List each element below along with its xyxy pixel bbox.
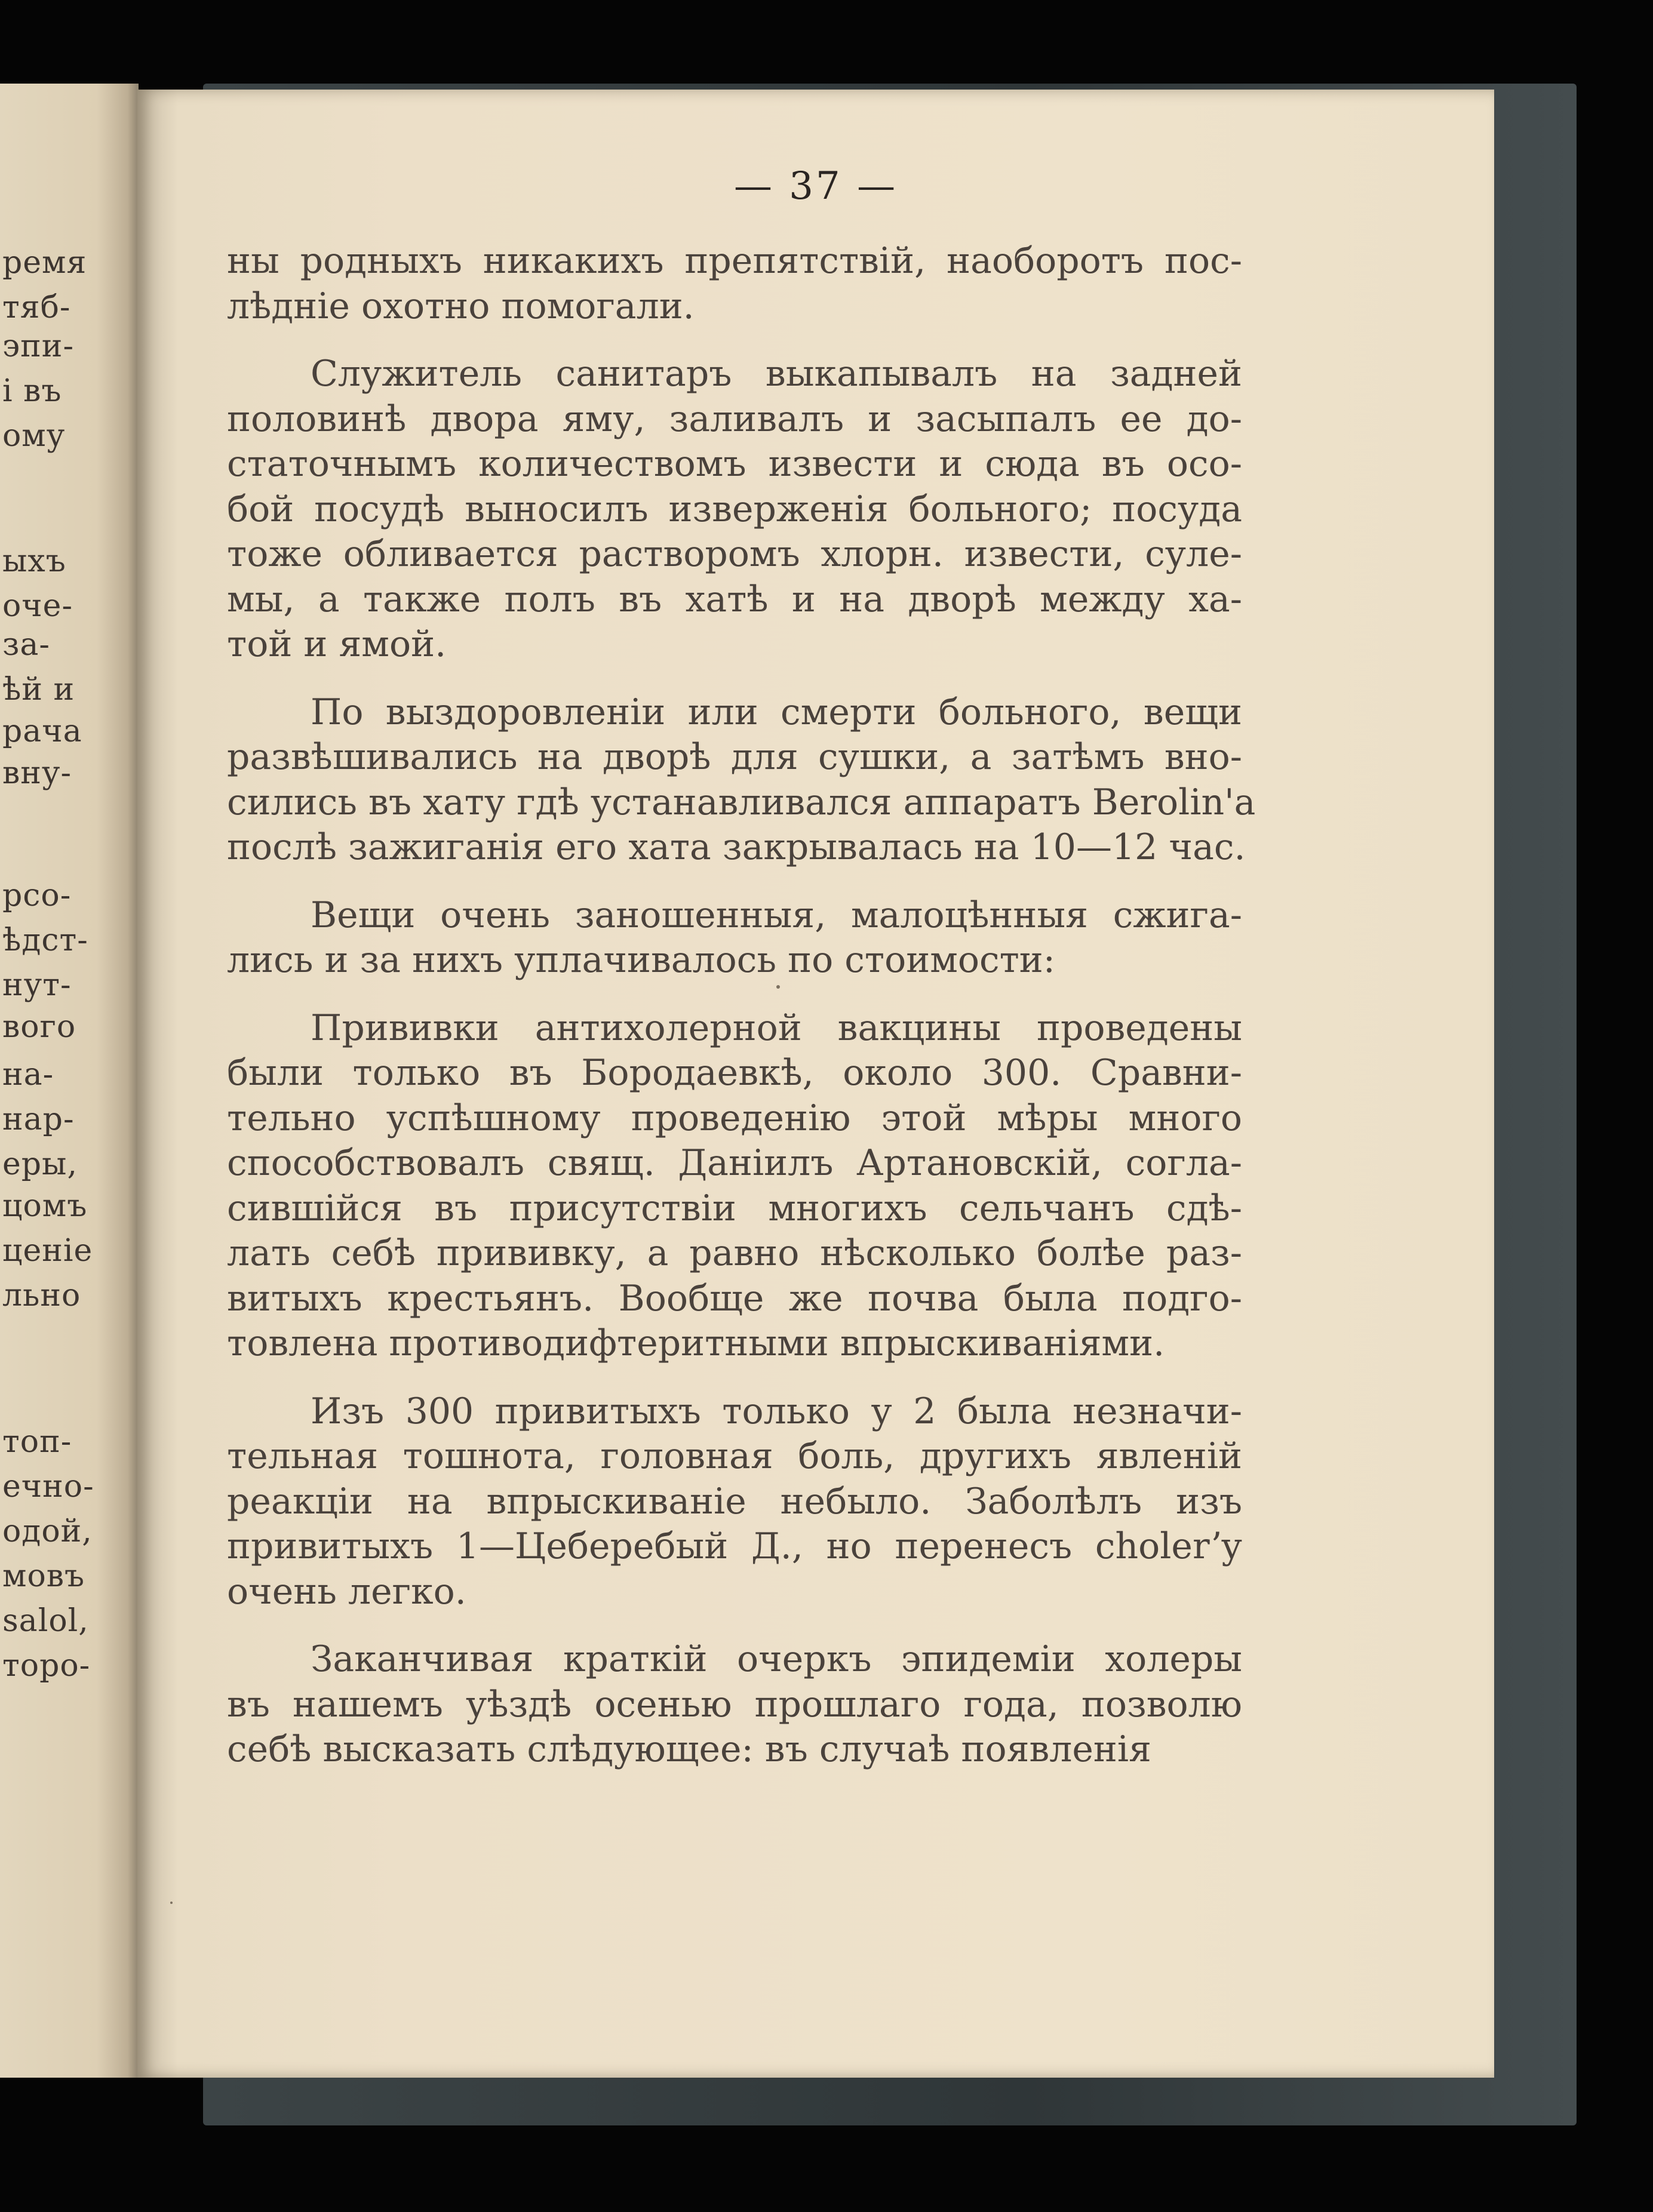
text-line: Вещи очень заношенныя, малоцѣнныя сжига- bbox=[311, 894, 1242, 936]
left-page-fragment: ценіе bbox=[2, 1233, 93, 1269]
left-page-fragment: нут- bbox=[2, 967, 72, 1003]
text-line: лись и за нихъ уплачивалось по стоимости: bbox=[227, 939, 1056, 981]
left-page-fragment: ѣй и bbox=[2, 672, 75, 707]
left-page-fragment: за- bbox=[2, 627, 50, 663]
text-line: тельная тошнота, головная боль, другихъ явленій bbox=[227, 1435, 1242, 1477]
paragraph bbox=[227, 1389, 1242, 1615]
text-line: половинѣ двора яму, заливалъ и засыпалъ ее до- bbox=[227, 398, 1242, 440]
page-number: — 37 — bbox=[733, 164, 898, 208]
text-line: способствовалъ свящ. Даніилъ Артановскій, согла- bbox=[227, 1142, 1242, 1184]
paragraph bbox=[227, 1006, 1242, 1367]
text-line: тоже обливается растворомъ хлорн. извести, суле- bbox=[227, 533, 1242, 575]
left-page-fragment: ѣдст- bbox=[2, 922, 88, 958]
text-line: лѣдніе охотно помогали. bbox=[227, 285, 695, 327]
left-page-fragment: топ- bbox=[2, 1424, 72, 1460]
left-page-fragment: на- bbox=[2, 1057, 54, 1093]
text-line: очень легко. bbox=[227, 1570, 466, 1613]
left-page-fragment: рача bbox=[2, 713, 82, 749]
left-page-edge bbox=[0, 84, 139, 2078]
paper-speck bbox=[776, 985, 780, 989]
left-page-fragment: тяб- bbox=[2, 290, 71, 325]
paragraph bbox=[227, 893, 1242, 983]
text-line: По выздоровленіи или смерти больного, вещи bbox=[311, 691, 1242, 733]
text-line: сились въ хату гдѣ устанавливался аппаратъ Berolin'а bbox=[227, 781, 1256, 823]
paper-speck bbox=[170, 1902, 173, 1904]
text-line: въ нашемъ уѣздѣ осенью прошлаго года, позволю bbox=[227, 1683, 1242, 1725]
text-line: лать себѣ прививку, а равно нѣсколько болѣе раз- bbox=[227, 1232, 1242, 1274]
paragraph bbox=[227, 352, 1242, 667]
paragraph bbox=[227, 690, 1256, 870]
left-page-fragment: льно bbox=[2, 1278, 81, 1313]
paragraph bbox=[227, 1637, 1242, 1773]
text-line: сившійся въ присутствіи многихъ сельчанъ сдѣ- bbox=[227, 1187, 1242, 1229]
text-line: бой посудѣ выносилъ изверженія больного; посуда bbox=[227, 488, 1242, 530]
left-page-fragment: цомъ bbox=[2, 1188, 88, 1224]
left-page-fragment: ому bbox=[2, 418, 66, 454]
text-line: привитыхъ 1—Цеберебый Д., но перенесъ cholerʼу bbox=[227, 1525, 1242, 1567]
text-line: развѣшивались на дворѣ для сушки, а затѣмъ вно- bbox=[227, 736, 1242, 778]
text-line: реакціи на впрыскиваніе небыло. Заболѣлъ изъ bbox=[227, 1480, 1242, 1522]
text-line: ны родныхъ никакихъ препятствій, наоборотъ пос- bbox=[227, 240, 1242, 282]
text-line: тельно успѣшному проведенію этой мѣры много bbox=[227, 1097, 1242, 1139]
left-page-fragment: нар- bbox=[2, 1102, 75, 1137]
text-line: витыхъ крестьянъ. Вообще же почва была подго- bbox=[227, 1277, 1242, 1319]
left-page-fragment: ремя bbox=[2, 245, 87, 281]
text-line: мы, а также полъ въ хатѣ и на дворѣ между ха- bbox=[227, 578, 1242, 620]
left-page-fragment: і въ bbox=[2, 373, 62, 409]
text-line: Заканчивая краткій очеркъ эпидеміи холеры bbox=[311, 1638, 1242, 1680]
left-page-fragment: мовъ bbox=[2, 1558, 85, 1594]
left-page-fragment: оче- bbox=[2, 588, 73, 624]
left-page-fragment: торо- bbox=[2, 1648, 91, 1684]
text-line: статочнымъ количествомъ извести и сюда въ осо- bbox=[227, 443, 1242, 485]
text-line: той и ямой. bbox=[227, 623, 447, 665]
left-page-fragment: рсо- bbox=[2, 878, 72, 913]
text-line: были только въ Бородаевкѣ, около 300. Сравни- bbox=[227, 1052, 1242, 1094]
left-page-fragment: одой, bbox=[2, 1513, 93, 1549]
left-page-fragment: salol, bbox=[2, 1603, 89, 1639]
text-line: послѣ зажиганія его хата закрывалась на 10—12 час. bbox=[227, 826, 1246, 868]
body-text bbox=[227, 239, 1256, 1773]
left-page-fragment: вого bbox=[2, 1009, 76, 1045]
left-page-fragment: вну- bbox=[2, 755, 72, 791]
text-line: себѣ высказать слѣдующее: въ случаѣ появленія bbox=[227, 1728, 1151, 1770]
left-page-fragment: еры, bbox=[2, 1146, 78, 1182]
right-page bbox=[137, 90, 1494, 2078]
text-line: Изъ 300 привитыхъ только у 2 была незначи- bbox=[311, 1390, 1242, 1432]
paragraph bbox=[227, 239, 1242, 329]
text-line: Служитель санитаръ выкапывалъ на задней bbox=[311, 353, 1242, 395]
left-page-fragment: ечно- bbox=[2, 1469, 94, 1505]
text-line: Прививки антихолерной вакцины проведены bbox=[311, 1007, 1242, 1049]
left-page-fragment: ыхъ bbox=[2, 543, 66, 579]
text-line: товлена противодифтеритными впрыскиваніями. bbox=[227, 1322, 1165, 1364]
left-page-fragment: эпи- bbox=[2, 328, 75, 364]
